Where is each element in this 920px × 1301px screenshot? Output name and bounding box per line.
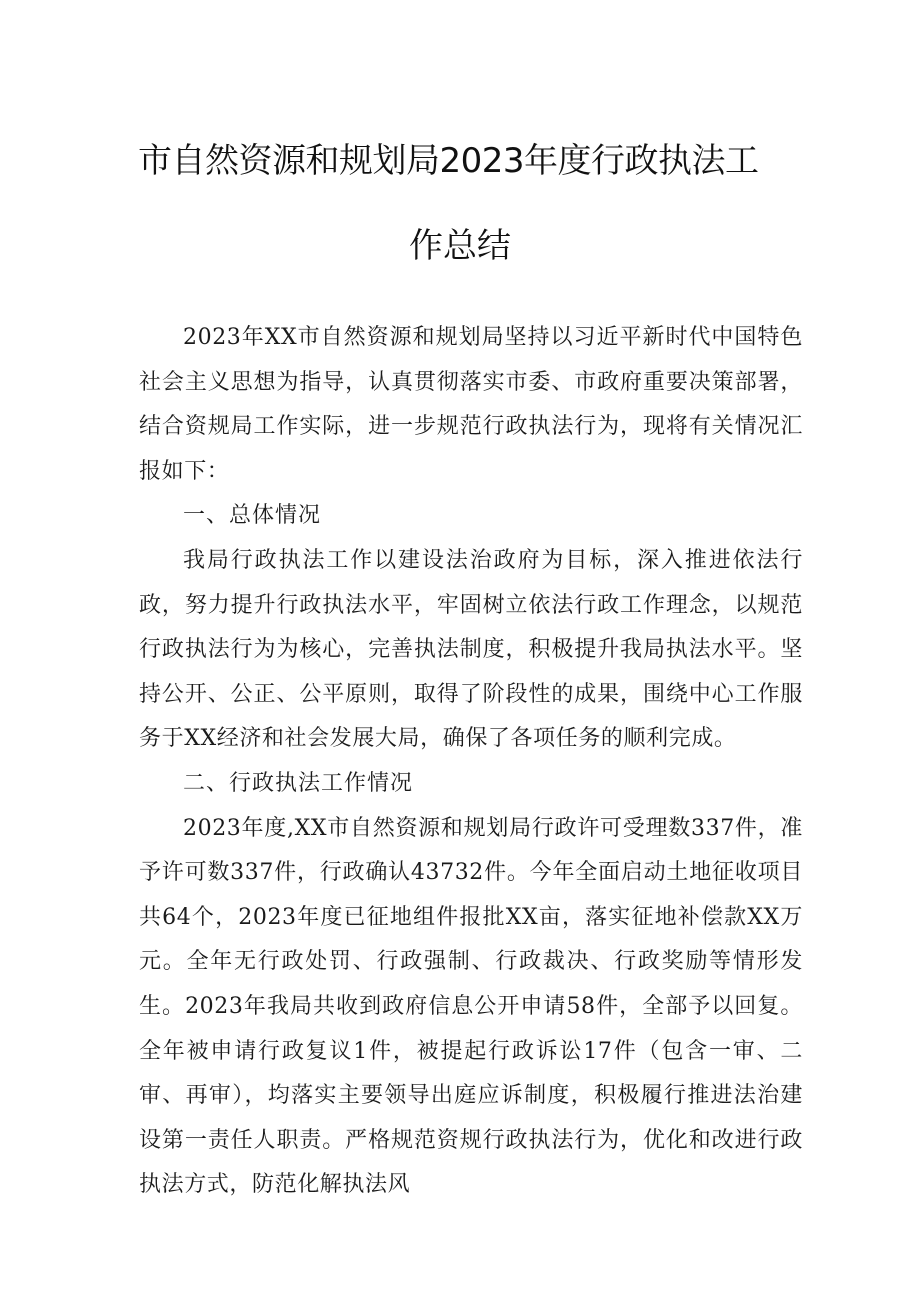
- document-title-line-2: 作总结: [409, 226, 511, 266]
- enforcement-paragraph: 2023年度,XX市自然资源和规划局行政许可受理数337件，准予许可数337件，行政确认43732件。今年全面启动土地征收项目共64个，2023年度已征地组件报批XX亩，落实征地补偿款XX万元。全年无行政处罚、行政强制、行政裁决、行政奖励等情形发生。2023年我局共收到政府信息公开申请58件，全部予以回复。全年被申请行政复议1件，被提起行政诉讼17件（包含一审、二审、再审），均落实主要领导出庭应诉制度，积极履行推进法治建设第一责任人职责。严格规范资规行政执法行为，优化和改进行政执法方式，防范化解执法风: [139, 815, 803, 1198]
- section-heading-overview: 一、总体情况: [183, 503, 322, 529]
- section-heading-enforcement: 二、行政执法工作情况: [183, 770, 414, 796]
- document-title-line-1: 市自然资源和规划局2023年度行政执法工: [138, 141, 759, 181]
- document-body: [139, 316, 803, 1208]
- intro-paragraph: 2023年XX市自然资源和规划局坚持以习近平新时代中国特色社会主义思想为指导，认真贯彻落实市委、市政府重要决策部署，结合资规局工作实际，进一步规范行政执法行为，现将有关情况汇报如下：: [139, 325, 803, 484]
- overview-paragraph: 我局行政执法工作以建设法治政府为目标，深入推进依法行政，努力提升行政执法水平，牢固树立依法行政工作理念，以规范行政执法行为为核心，完善执法制度，积极提升我局执法水平。坚持公开、公正、公平原则，取得了阶段性的成果，围绕中心工作服务于XX经济和社会发展大局，确保了各项任务的顺利完成。: [139, 547, 803, 752]
